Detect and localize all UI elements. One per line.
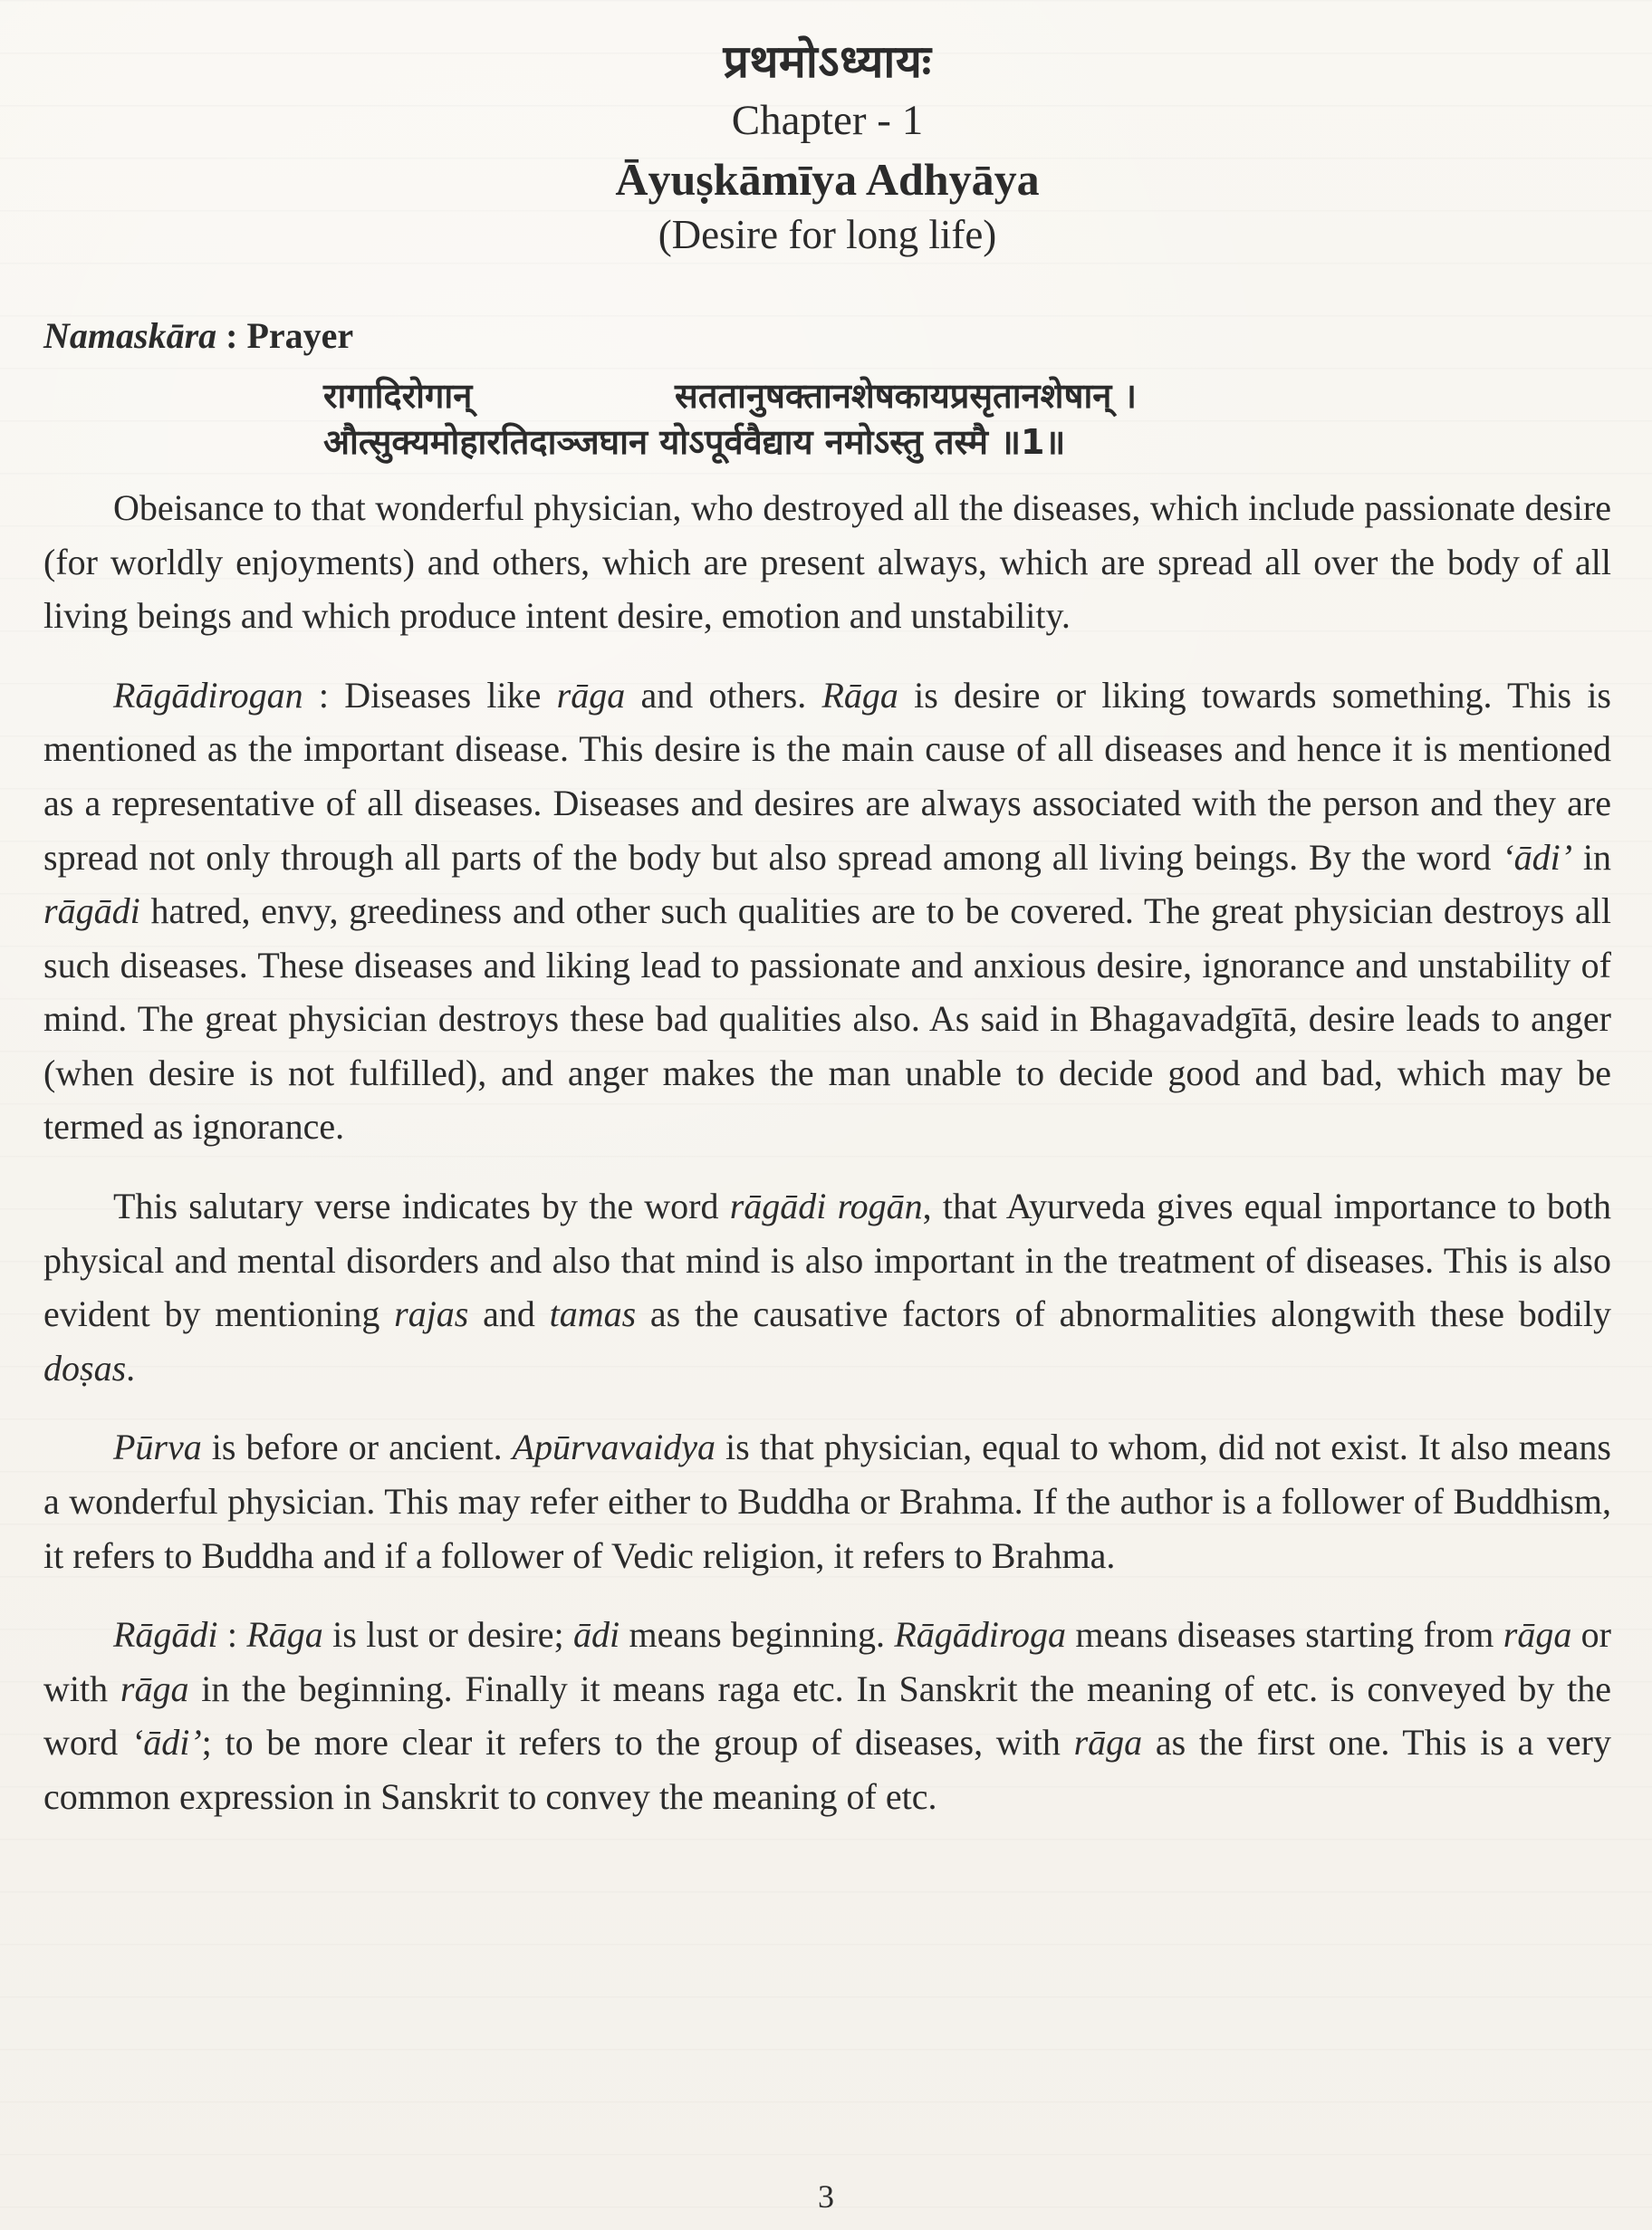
- term-ragadi-heading: Rāgādi: [113, 1614, 218, 1656]
- paragraph-5-part-b: :: [217, 1614, 247, 1656]
- page-content: [43, 36, 1611, 2230]
- term-ragadirogan: Rāgādirogan: [113, 674, 303, 716]
- paragraph-3-part-a: This salutary verse indicates by the word: [113, 1186, 730, 1227]
- paragraph-2-part-i: hatred, envy, greediness and other such qualities are to be covered. The great physician destroys all such diseases. These diseases and liking lead to passionate and anxious desire, ignorance and unstability of mind. The great physician destroys these bad qualities also. As said in Bhagavadgītā, desire leads to anger (when desire is not fulfilled), and anger makes the man unable to decide good and bad, which may be termed as ignorance.: [43, 890, 1611, 1148]
- term-adi: ādi: [572, 1614, 620, 1656]
- paragraph-4: [43, 1420, 1611, 1582]
- paragraph-2-part-a: : Diseases like: [303, 674, 557, 716]
- term-adi-quoted-2: ‘ādi’: [130, 1722, 202, 1764]
- paragraph-2: [43, 668, 1611, 1154]
- paragraph-5-part-p: as the first one. This is a very common expression in Sanskrit to convey the meaning of etc.: [43, 1722, 1611, 1817]
- term-raga-3: Rāga: [246, 1614, 323, 1656]
- paragraph-4-part-b: is before or ancient.: [201, 1427, 513, 1468]
- paragraph-2-part-g: in: [1572, 836, 1611, 878]
- devanagari-title: प्रथमोऽध्यायः: [723, 35, 932, 88]
- paragraph-5: [43, 1608, 1611, 1823]
- paragraph-5-part-f: means beginning.: [620, 1614, 895, 1656]
- paragraph-3: [43, 1179, 1611, 1395]
- term-dosas: doṣas: [43, 1347, 127, 1389]
- section-heading-latin: Namaskāra: [43, 314, 217, 356]
- paragraph-5-part-n: ; to be more clear it refers to the group of diseases, with: [201, 1722, 1074, 1764]
- term-purva: Pūrva: [113, 1427, 202, 1468]
- paragraph-5-part-h: means diseases starting from: [1065, 1614, 1503, 1656]
- paragraph-5-part-j: or with: [43, 1614, 1611, 1709]
- paragraph-5-part-d: is lust or desire;: [322, 1614, 573, 1656]
- paragraph-4-part-d: is that physician, equal to whom, did not exist. It also means a wonderful physician. This may refer either to Buddha or Brahma. If the author is a follower of Buddhism, it refers to Buddha and if a follower of Vedic religion, it refers to Brahma.: [43, 1427, 1611, 1576]
- sanskrit-verse: [43, 373, 1611, 466]
- verse-line-1-right: सततानुषक्तानशेषकायप्रसृतानशेषान् ।: [675, 375, 1138, 416]
- chapter-header: [43, 35, 1611, 258]
- paragraph-1: Obeisance to that wonderful physician, who destroyed all the diseases, which include passionate desire (for worldly enjoyments) and others, which are present always, which are spread all over the body of all living beings and which produce intent desire, emotion and unstability.: [43, 486, 1611, 637]
- paragraph-2-part-e: is desire or liking towards something. This is mentioned as the important disease. This desire is the main cause of all diseases and hence it is mentioned as a representative of all diseases. Diseases and desires are always associated with the person and they are spread not only through all parts of the body but also spread among all living beings. By the word: [43, 674, 1612, 878]
- term-apurvavaidya: Apūrvavaidya: [512, 1427, 716, 1468]
- commentary-text: [43, 481, 1611, 1824]
- chapter-label: Chapter - 1: [731, 96, 924, 144]
- paragraph-3-part-c: , that Ayurveda gives equal importance to both physical and mental disorders and also that mind is also important in the treatment of diseases. This is also evident by mentioning: [43, 1186, 1611, 1335]
- verse-line-1-left: रागादिरोगान्: [323, 375, 473, 416]
- term-raga-6: rāga: [1073, 1722, 1143, 1764]
- term-tamas: tamas: [549, 1293, 637, 1335]
- page-number: 3: [818, 2178, 834, 2215]
- paragraph-3-part-i: .: [126, 1347, 136, 1389]
- paragraph-2-part-c: and others.: [625, 674, 822, 716]
- chapter-title: Āyuṣkāmīya Adhyāya: [615, 153, 1040, 205]
- term-ragadi: rāgādi: [43, 890, 140, 932]
- section-heading-english: Prayer: [246, 314, 354, 356]
- term-adi-quoted: ‘ādi’: [1502, 836, 1573, 878]
- verse-line-2: [323, 419, 1611, 466]
- paragraph-3-part-g: as the causative factors of abnormalities alongwith these bodily: [636, 1293, 1611, 1335]
- paragraph-5-part-l: in the beginning. Finally it means raga etc. In Sanskrit the meaning of etc. is conveyed by the word: [43, 1668, 1611, 1764]
- verse-line-2-text: औत्सुक्यमोहारतिदाञ्जघान योऽपूर्ववैद्याय नमोऽस्तु तस्मै ॥1॥: [323, 422, 1066, 463]
- term-raga-5: rāga: [120, 1668, 189, 1709]
- chapter-subtitle: (Desire for long life): [658, 212, 997, 258]
- term-rajas: rajas: [394, 1293, 469, 1335]
- paragraph-3-part-e: and: [468, 1293, 550, 1335]
- verse-line-1: [323, 373, 1611, 420]
- term-ragadiroga: Rāgādiroga: [894, 1614, 1066, 1656]
- term-raga-2: Rāga: [821, 674, 898, 716]
- term-raga-4: rāga: [1503, 1614, 1572, 1656]
- term-ragadi-rogan: rāgādi rogān: [729, 1186, 923, 1227]
- section-heading: [43, 314, 1611, 357]
- term-raga-1: rāga: [556, 674, 626, 716]
- section-heading-separator: :: [226, 314, 238, 356]
